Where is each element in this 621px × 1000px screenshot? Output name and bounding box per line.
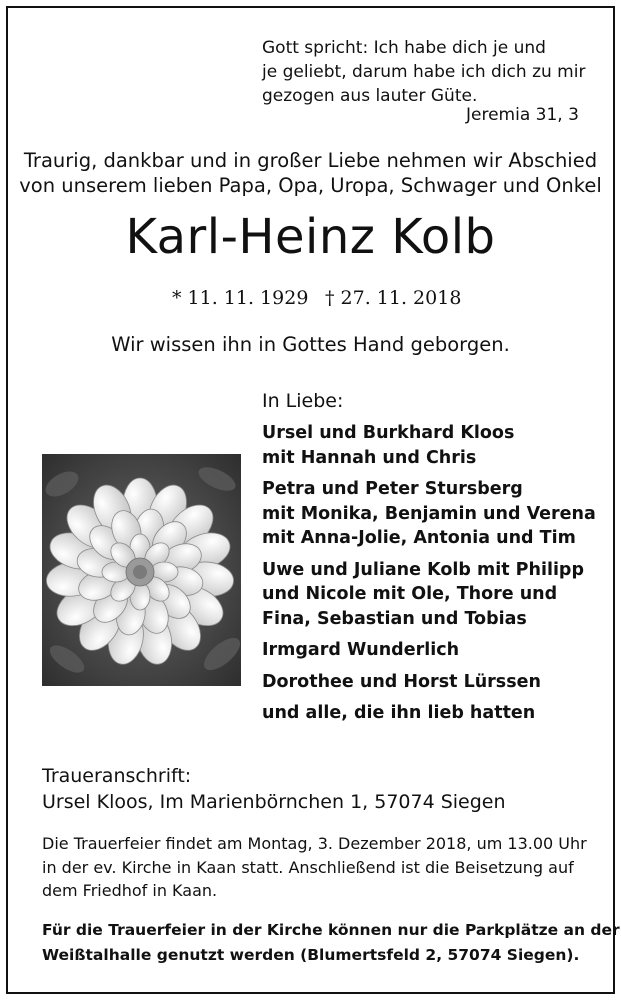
family-line: Fina, Sebastian und Tobias (262, 608, 527, 629)
intro-text (0, 148, 621, 198)
funeral-service-info (42, 832, 587, 903)
family-line: mit Hannah und Chris (262, 447, 477, 468)
mourning-address: Ursel Kloos, Im Marienbörnchen 1, 57074 Siegen (42, 791, 506, 813)
family-line: mit Anna-Jolie, Antonia und Tim (262, 528, 576, 548)
verse-reference: Jeremia 31, 3 (466, 105, 579, 125)
dahlia-flower-icon (42, 454, 241, 686)
service-line: dem Friedhof in Kaan. (42, 881, 218, 900)
family-line: Irmgard Wunderlich (262, 640, 460, 660)
service-line: in der ev. Kirche in Kaan statt. Anschließend ist die Beisetzung auf (42, 857, 574, 877)
family-line: und Nicole mit Ole, Thore und (262, 584, 558, 604)
family-line: Ursel und Burkhard Kloos (262, 423, 515, 443)
service-line: Die Trauerfeier findet am Montag, 3. Dezember 2018, um 13.00 Uhr (42, 834, 587, 853)
verse-line: je geliebt, darum habe ich dich zu mir (262, 62, 586, 82)
family-entry (262, 558, 602, 632)
family-entry (262, 477, 602, 551)
intro-line: von unserem lieben Papa, Opa, Uropa, Schwager und Onkel (19, 174, 602, 197)
closing-line: und alle, die ihn lieb hatten (262, 703, 536, 723)
family-entry (262, 638, 602, 663)
family-line: mit Monika, Benjamin und Verena (262, 503, 596, 524)
address-label: Traueranschrift: (42, 765, 192, 787)
birth-date: * 11. 11. 1929 (172, 287, 309, 309)
mourners-heading: In Liebe: (262, 390, 344, 412)
family-entry (262, 421, 602, 470)
family-entry (262, 670, 602, 695)
verse-line: Gott spricht: Ich habe dich je und (262, 38, 546, 58)
faith-line: Wir wissen ihn in Gottes Hand geborgen. (111, 333, 510, 356)
parking-line: Weißtalhalle genutzt werden (Blumertsfeld 2, 57074 Siegen). (42, 946, 580, 964)
mourners-list (262, 421, 602, 701)
family-line: Uwe und Juliane Kolb mit Philipp (262, 559, 584, 580)
parking-notice (42, 918, 620, 968)
verse-line: gezogen aus lauter Güte. (262, 86, 478, 106)
deceased-name: Karl-Heinz Kolb (125, 209, 496, 265)
family-line: Petra und Peter Stursberg (262, 479, 523, 499)
intro-line: Traurig, dankbar und in großer Liebe nehmen wir Abschied (23, 149, 598, 172)
parking-line: Für die Trauerfeier in der Kirche können nur die Parkplätze an der (42, 921, 620, 939)
bible-verse (262, 36, 592, 108)
family-line: Dorothee und Horst Lürssen (262, 671, 541, 692)
death-date: † 27. 11. 2018 (325, 287, 462, 309)
dahlia-flower-photo (42, 454, 241, 686)
